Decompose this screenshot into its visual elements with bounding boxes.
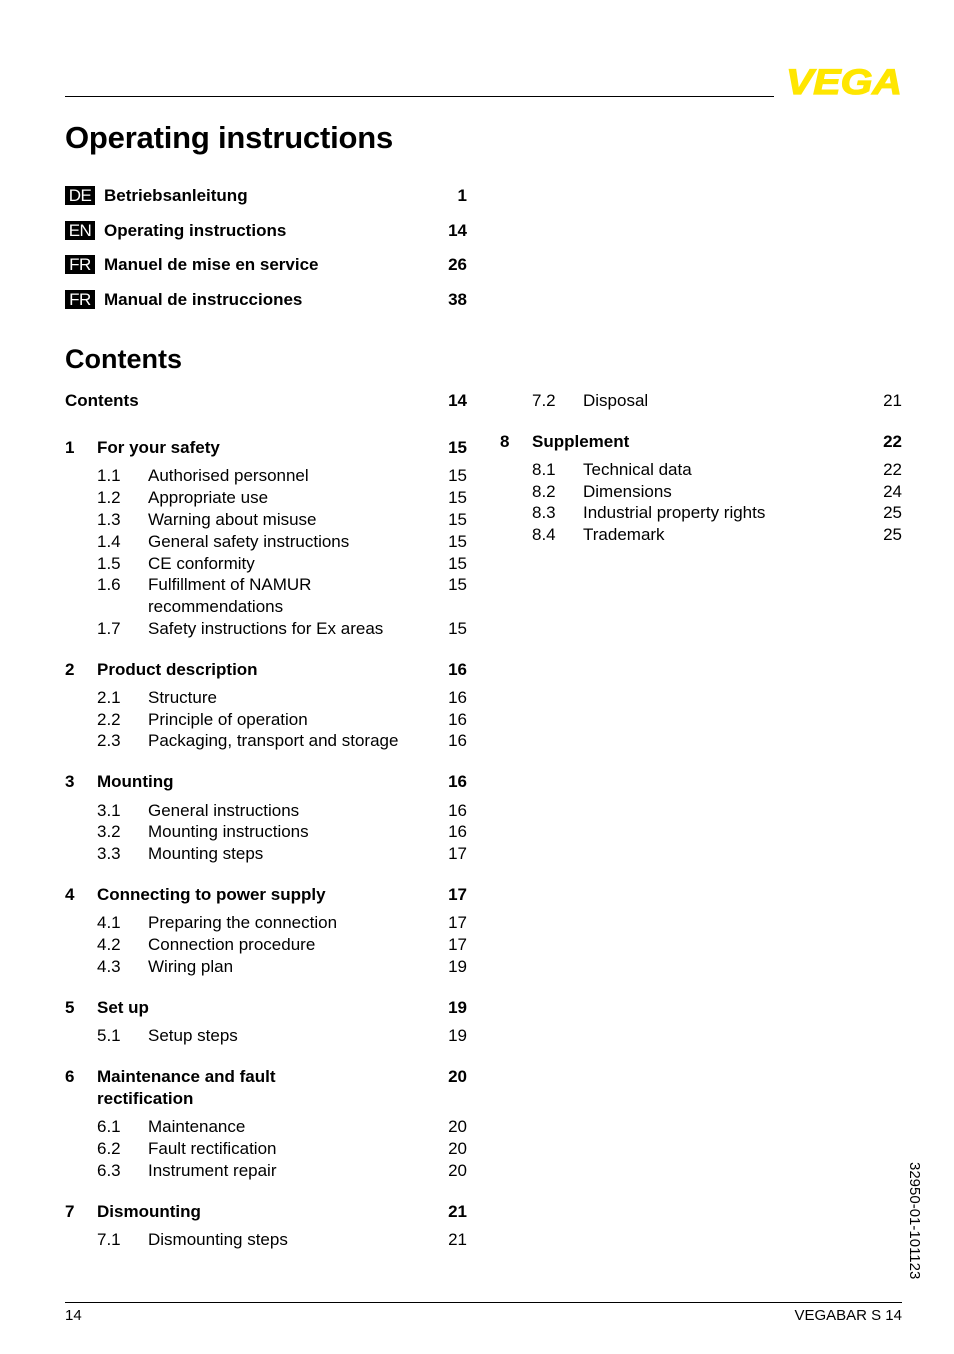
language-entry-page: 1 — [457, 186, 467, 205]
toc-page: 15 — [448, 619, 467, 638]
toc-label: Contents — [65, 391, 139, 410]
toc-number: 4.3 — [97, 957, 121, 976]
toc-page: 21 — [883, 391, 902, 410]
toc-page: 20 — [448, 1139, 467, 1158]
language-entry-label: Betriebsanleitung — [104, 186, 248, 205]
toc-label: Mounting steps — [148, 844, 264, 863]
toc-label: Safety instructions for Ex areas — [148, 619, 384, 638]
toc-label: Dimensions — [583, 482, 672, 501]
toc-label: Warning about misuse — [148, 510, 317, 529]
toc-number: 1.7 — [97, 619, 121, 638]
toc-label: Set up — [97, 998, 149, 1017]
toc-label: Connecting to power supply — [97, 885, 326, 904]
toc-page: 15 — [448, 532, 467, 551]
toc-number: 1.6 — [97, 575, 121, 594]
language-code-badge: FR — [65, 290, 95, 309]
toc-page: 16 — [448, 710, 467, 729]
toc-label: Maintenance — [148, 1117, 246, 1136]
toc-number: 4.1 — [97, 913, 121, 932]
toc-label: Mounting — [97, 772, 174, 791]
toc-page: 19 — [448, 957, 467, 976]
toc-page: 17 — [448, 935, 467, 954]
toc-page: 15 — [448, 438, 467, 457]
language-entry-label: Operating instructions — [104, 221, 287, 240]
toc-number: 1 — [65, 438, 75, 457]
toc-page: 25 — [883, 525, 902, 544]
toc-number: 7.2 — [532, 391, 556, 410]
language-entry-label: Manual de instrucciones — [104, 290, 303, 309]
toc-label: For your safety — [97, 438, 220, 457]
toc-page: 21 — [448, 1202, 467, 1221]
toc-number: 1.5 — [97, 554, 121, 573]
document-number: 32950-01-101123 — [906, 1162, 923, 1280]
toc-page: 14 — [448, 391, 467, 410]
toc-page: 20 — [448, 1117, 467, 1136]
language-entry-label: Manuel de mise en service — [104, 255, 319, 274]
toc-label: Authorised personnel — [148, 466, 309, 485]
toc-page: 19 — [448, 1026, 467, 1045]
toc-page: 16 — [448, 822, 467, 841]
toc-page: 19 — [448, 998, 467, 1017]
toc-number: 1.2 — [97, 488, 121, 507]
toc-number: 5.1 — [97, 1026, 121, 1045]
toc-number: 2 — [65, 660, 75, 679]
contents-heading: Contents — [65, 344, 182, 374]
toc-page: 24 — [883, 482, 902, 501]
toc-page: 17 — [448, 844, 467, 863]
toc-number: 8.1 — [532, 460, 556, 479]
toc-number: 2.2 — [97, 710, 121, 729]
toc-number: 6.1 — [97, 1117, 121, 1136]
toc-label: Fault rectification — [148, 1139, 277, 1158]
toc-page: 15 — [448, 510, 467, 529]
toc-label: Maintenance and fault rectification — [97, 1067, 276, 1108]
toc-page: 15 — [448, 466, 467, 485]
toc-number: 1.4 — [97, 532, 121, 551]
language-entry-en[interactable] — [65, 220, 467, 242]
toc-label: Appropriate use — [148, 488, 269, 507]
toc-number: 3.3 — [97, 844, 121, 863]
toc-label: Trademark — [583, 525, 665, 544]
toc-page: 20 — [448, 1161, 467, 1180]
toc-label: Principle of operation — [148, 710, 308, 729]
language-entry-page: 14 — [448, 221, 467, 240]
toc-label: Preparing the connection — [148, 913, 338, 932]
language-entry-page: 38 — [448, 290, 467, 309]
toc-label: Product description — [97, 660, 258, 679]
toc-page: 25 — [883, 503, 902, 522]
toc-number: 8.2 — [532, 482, 556, 501]
toc-label: Fulfillment of NAMUR recommendations — [148, 575, 312, 616]
toc-number: 7.1 — [97, 1230, 121, 1249]
toc-label: Dismounting — [97, 1202, 201, 1221]
footer-product-name: VEGABAR S 14 — [794, 1307, 902, 1324]
toc-number: 4.2 — [97, 935, 121, 954]
footer-page-number: 14 — [65, 1307, 82, 1324]
toc-page: 16 — [448, 688, 467, 707]
toc-page: 15 — [448, 488, 467, 507]
toc-label: Setup steps — [148, 1026, 238, 1045]
language-code-badge: EN — [65, 221, 95, 240]
language-entry-page: 26 — [448, 255, 467, 274]
toc-page: 20 — [448, 1067, 467, 1086]
toc-label: Disposal — [583, 391, 649, 410]
toc-number: 4 — [65, 885, 75, 904]
toc-label: General safety instructions — [148, 532, 350, 551]
toc-number: 6.2 — [97, 1139, 121, 1158]
toc-label: Industrial property rights — [583, 503, 766, 522]
toc-number: 1.1 — [97, 466, 121, 485]
toc-page: 21 — [448, 1230, 467, 1249]
toc-label: Instrument repair — [148, 1161, 277, 1180]
toc-label: Packaging, transport and storage — [148, 731, 399, 750]
language-entry-de[interactable] — [65, 185, 467, 207]
toc-page: 22 — [883, 432, 902, 451]
footer-rule — [65, 1302, 902, 1303]
header-rule — [65, 96, 774, 97]
toc-label: Dismounting steps — [148, 1230, 288, 1249]
toc-number: 8.3 — [532, 503, 556, 522]
toc-label: Supplement — [532, 432, 630, 451]
toc-number: 2.1 — [97, 688, 121, 707]
toc-number: 6 — [65, 1067, 75, 1086]
toc-label: General instructions — [148, 801, 300, 820]
language-code-badge: FR — [65, 255, 95, 274]
vega-logo — [786, 66, 902, 96]
page-title: Operating instructions — [65, 120, 394, 155]
toc-page: 16 — [448, 772, 467, 791]
toc-number: 1.3 — [97, 510, 121, 529]
toc-label: Structure — [148, 688, 217, 707]
toc-page: 16 — [448, 801, 467, 820]
toc-number: 5 — [65, 998, 75, 1017]
toc-page: 16 — [448, 731, 467, 750]
toc-page: 22 — [883, 460, 902, 479]
toc-number: 3.2 — [97, 822, 121, 841]
toc-number: 3 — [65, 772, 75, 791]
toc-page: 16 — [448, 660, 467, 679]
toc-number: 2.3 — [97, 731, 121, 750]
language-code-badge: DE — [65, 186, 95, 205]
toc-label: Wiring plan — [148, 957, 234, 976]
toc-label: Connection procedure — [148, 935, 316, 954]
svg-text:VEGA: VEGA — [786, 66, 902, 96]
toc-page: 17 — [448, 913, 467, 932]
language-entry-fr[interactable] — [65, 254, 467, 276]
toc-label: Technical data — [583, 460, 692, 479]
toc-page: 15 — [448, 554, 467, 573]
language-entry-es[interactable] — [65, 289, 467, 311]
toc-number: 8.4 — [532, 525, 556, 544]
toc-number: 3.1 — [97, 801, 121, 820]
toc-page: 17 — [448, 885, 467, 904]
toc-label: CE conformity — [148, 554, 255, 573]
toc-page: 15 — [448, 575, 467, 594]
toc-number: 7 — [65, 1202, 75, 1221]
toc-label: Mounting instructions — [148, 822, 309, 841]
toc-number: 8 — [500, 432, 510, 451]
toc-number: 6.3 — [97, 1161, 121, 1180]
